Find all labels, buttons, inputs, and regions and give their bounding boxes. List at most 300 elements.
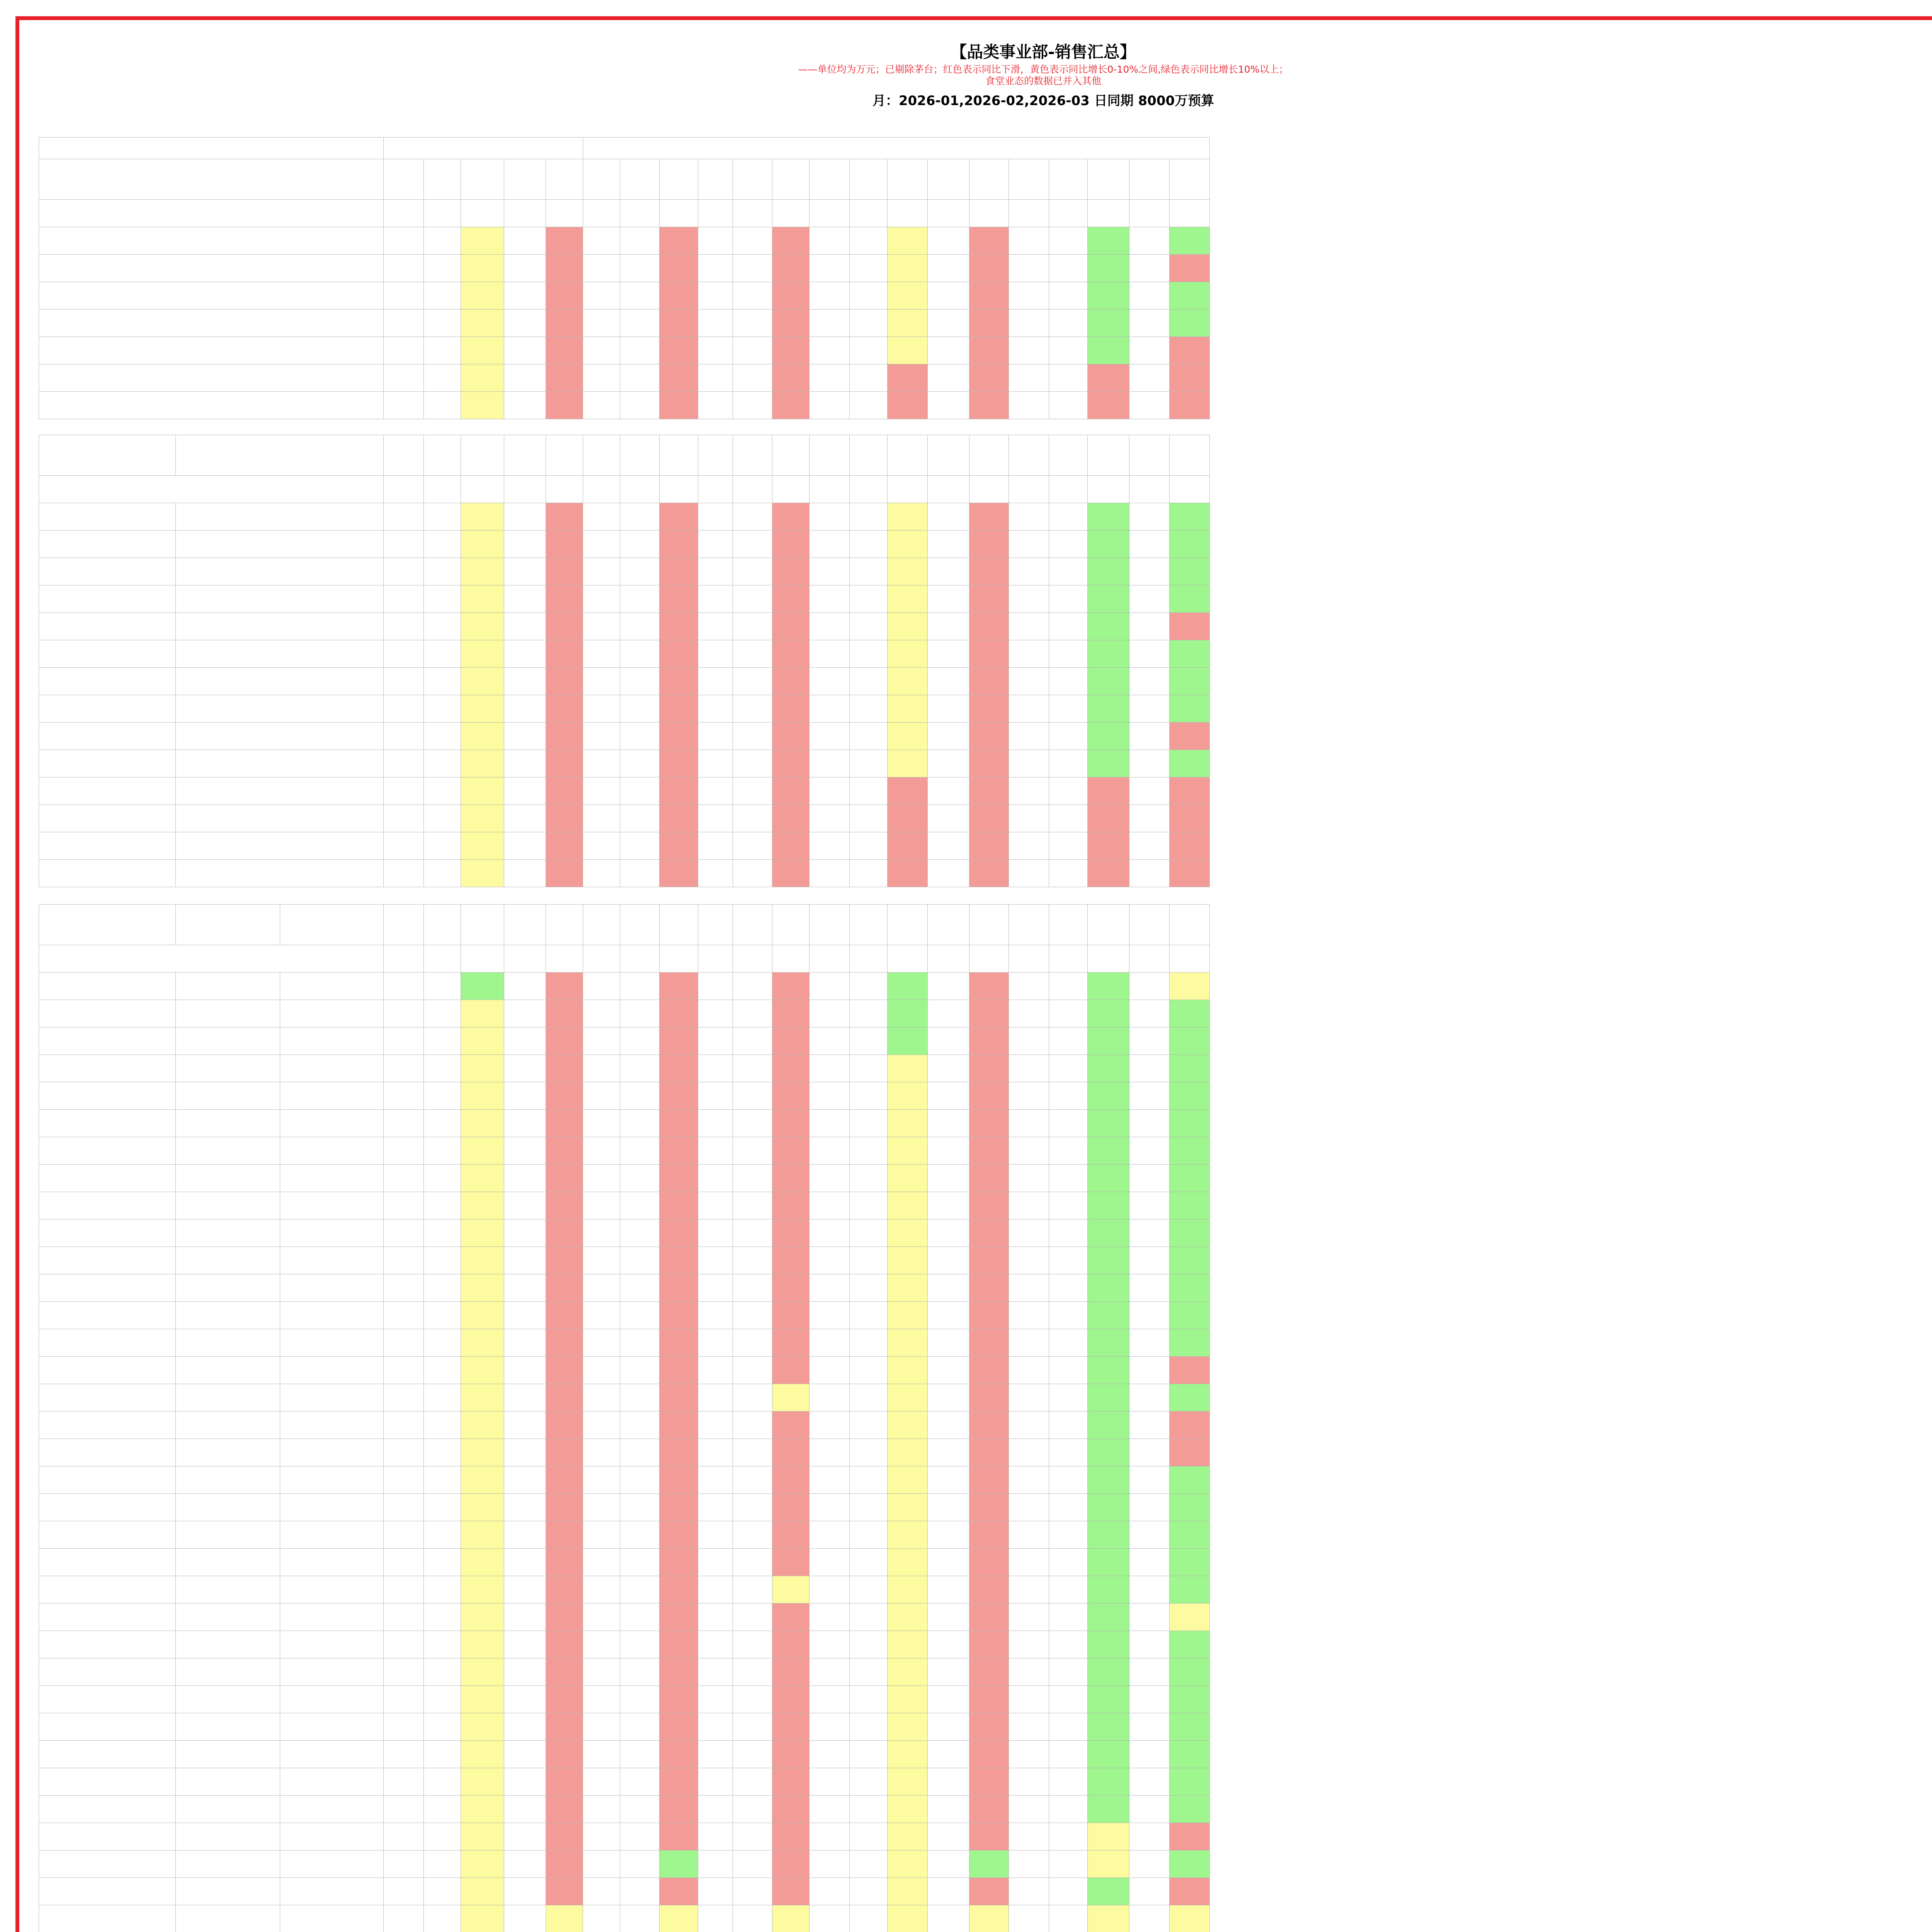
table-cell: [504, 1302, 546, 1329]
table-cell: [1009, 310, 1049, 337]
table-cell: [733, 1110, 772, 1137]
table-cell: [928, 282, 969, 310]
table-cell: [888, 973, 928, 1000]
table-cell: [772, 392, 810, 419]
table-cell: [698, 282, 733, 310]
table-cell: [1049, 531, 1088, 558]
column-header: [424, 159, 461, 200]
table-cell: [888, 337, 928, 364]
table-cell: [620, 1302, 660, 1329]
table-cell: [1129, 723, 1170, 750]
table-row: [39, 1027, 1210, 1055]
table-cell: [1049, 1604, 1088, 1631]
table-cell: [461, 310, 504, 337]
table-cell: [888, 255, 928, 282]
row-dept: [39, 1302, 176, 1329]
table-cell: [1088, 227, 1129, 255]
table-cell: [1049, 1302, 1088, 1329]
table-cell: [1129, 1302, 1170, 1329]
row-director: [176, 585, 384, 613]
table-cell: [969, 668, 1009, 695]
table-cell: [1170, 310, 1210, 337]
table-cell: [733, 1658, 772, 1686]
table-cell: [733, 1192, 772, 1219]
row-dept: [39, 364, 384, 392]
table-cell: [384, 310, 424, 337]
table-cell: [660, 1192, 698, 1219]
table-cell: [1170, 723, 1210, 750]
table-cell: [583, 1027, 620, 1055]
table-cell: [850, 1110, 888, 1137]
table-cell: [546, 1000, 583, 1027]
table-cell: [850, 1823, 888, 1850]
table-row: [39, 1055, 1210, 1082]
table-cell: [1129, 227, 1170, 255]
table-cell: [461, 1741, 504, 1768]
row-dept: [39, 392, 384, 419]
dept-summary-table: [39, 137, 1210, 419]
table-row: [39, 1137, 1210, 1165]
table-cell: [660, 1686, 698, 1713]
table-cell: [772, 1713, 810, 1741]
table-cell: [772, 1274, 810, 1302]
table-cell: [888, 1439, 928, 1466]
column-header: [424, 905, 461, 945]
table-cell: [772, 1658, 810, 1686]
table-cell: [928, 1329, 969, 1357]
table-cell: [928, 1027, 969, 1055]
total-cell: [1049, 945, 1088, 973]
table-cell: [1009, 1082, 1049, 1110]
table-cell: [969, 1631, 1009, 1658]
table-cell: [583, 973, 620, 1000]
row-buyer: [280, 1055, 384, 1082]
table-cell: [850, 1631, 888, 1658]
table-cell: [660, 1439, 698, 1466]
table-cell: [504, 1549, 546, 1576]
table-cell: [546, 337, 583, 364]
table-cell: [583, 337, 620, 364]
column-header: [928, 905, 969, 945]
table-cell: [1049, 310, 1088, 337]
total-cell: [733, 200, 772, 227]
table-cell: [424, 255, 461, 282]
table-cell: [583, 392, 620, 419]
table-cell: [504, 227, 546, 255]
row-dept: [39, 1658, 176, 1686]
table-cell: [772, 613, 810, 640]
table-cell: [928, 1549, 969, 1576]
table-cell: [810, 392, 850, 419]
table-cell: [660, 1219, 698, 1247]
table-cell: [620, 310, 660, 337]
row-director: [176, 1274, 280, 1302]
total-cell: [461, 200, 504, 227]
table-cell: [1009, 1713, 1049, 1741]
total-cell: [888, 476, 928, 503]
table-cell: [1129, 503, 1170, 531]
table-cell: [1170, 613, 1210, 640]
report-note-2: 食堂业态的数据已并入其他: [985, 75, 1101, 87]
table-cell: [1170, 1247, 1210, 1274]
table-cell: [1129, 613, 1170, 640]
table-cell: [698, 337, 733, 364]
table-cell: [928, 640, 969, 668]
table-cell: [1009, 1466, 1049, 1494]
table-cell: [969, 1850, 1009, 1878]
table-cell: [1009, 1521, 1049, 1549]
column-header: [850, 159, 888, 200]
table-cell: [1049, 227, 1088, 255]
table-cell: [620, 1905, 660, 1932]
column-header: [660, 905, 698, 945]
table-cell: [850, 640, 888, 668]
table-cell: [461, 1000, 504, 1027]
table-cell: [546, 1576, 583, 1604]
table-cell: [1009, 1110, 1049, 1137]
table-cell: [504, 805, 546, 832]
row-director: [176, 1357, 280, 1384]
table-cell: [928, 973, 969, 1000]
total-cell: [1129, 476, 1170, 503]
row-dept: [39, 227, 384, 255]
table-cell: [810, 1412, 850, 1439]
table-cell: [850, 1494, 888, 1521]
table-cell: [1088, 1576, 1129, 1604]
table-cell: [461, 1027, 504, 1055]
table-cell: [1170, 531, 1210, 558]
table-cell: [1088, 1357, 1129, 1384]
table-cell: [1129, 1247, 1170, 1274]
table-cell: [888, 1466, 928, 1494]
column-header: [772, 435, 810, 476]
table-row: [39, 1768, 1210, 1796]
table-cell: [733, 1850, 772, 1878]
total-cell: [384, 200, 424, 227]
table-cell: [546, 1658, 583, 1686]
table-cell: [928, 777, 969, 805]
total-cell: [1129, 200, 1170, 227]
total-cell: [583, 945, 620, 973]
table-cell: [1170, 255, 1210, 282]
table-cell: [620, 1576, 660, 1604]
row-director: [176, 1878, 280, 1905]
table-cell: [733, 1549, 772, 1576]
column-header: [888, 159, 928, 200]
table-cell: [1049, 805, 1088, 832]
table-cell: [928, 832, 969, 860]
total-cell: [810, 200, 850, 227]
table-cell: [1049, 1274, 1088, 1302]
column-header: [1088, 159, 1129, 200]
column-header: [1009, 905, 1049, 945]
table-cell: [424, 1905, 461, 1932]
table-cell: [810, 1274, 850, 1302]
table-cell: [504, 1055, 546, 1082]
column-header: [384, 905, 424, 945]
table-cell: [461, 337, 504, 364]
table-cell: [1009, 1768, 1049, 1796]
table-cell: [1088, 1521, 1129, 1549]
row-director: [176, 1796, 280, 1823]
table-cell: [888, 1165, 928, 1192]
table-cell: [546, 860, 583, 887]
table-cell: [772, 1796, 810, 1823]
table-cell: [384, 1027, 424, 1055]
table-cell: [888, 1192, 928, 1219]
table-cell: [384, 1412, 424, 1439]
table-cell: [772, 1878, 810, 1905]
table-cell: [850, 364, 888, 392]
table-cell: [1049, 1521, 1088, 1549]
table-cell: [620, 973, 660, 1000]
table-cell: [1170, 585, 1210, 613]
table-cell: [384, 1549, 424, 1576]
table-cell: [698, 1329, 733, 1357]
table-cell: [698, 750, 733, 777]
table-cell: [546, 805, 583, 832]
table-cell: [969, 1576, 1009, 1604]
column-header: [1049, 905, 1088, 945]
table-cell: [384, 1219, 424, 1247]
table-cell: [583, 1247, 620, 1274]
table-cell: [1049, 1631, 1088, 1658]
table-cell: [888, 1631, 928, 1658]
column-header: [583, 435, 620, 476]
table-cell: [772, 1823, 810, 1850]
row-director: [176, 1219, 280, 1247]
table-cell: [969, 1796, 1009, 1823]
table-cell: [384, 1796, 424, 1823]
row-dept: [39, 255, 384, 282]
row-director: [176, 1713, 280, 1741]
table-row: [39, 1631, 1210, 1658]
table-cell: [698, 585, 733, 613]
table-cell: [733, 640, 772, 668]
table-cell: [698, 1796, 733, 1823]
table-cell: [810, 695, 850, 723]
table-cell: [424, 1631, 461, 1658]
table-cell: [733, 1576, 772, 1604]
table-cell: [850, 392, 888, 419]
table-cell: [1088, 1302, 1129, 1329]
table-cell: [384, 1521, 424, 1549]
table-cell: [660, 1027, 698, 1055]
table-cell: [1129, 1466, 1170, 1494]
table-cell: [698, 723, 733, 750]
table-cell: [384, 613, 424, 640]
row-director: [176, 1768, 280, 1796]
table-cell: [733, 1494, 772, 1521]
table-row: [39, 255, 1210, 282]
table-cell: [888, 1110, 928, 1137]
table-cell: [1170, 1576, 1210, 1604]
table-cell: [620, 1823, 660, 1850]
table-cell: [424, 337, 461, 364]
table-cell: [888, 1082, 928, 1110]
table-cell: [1088, 1466, 1129, 1494]
row-buyer: [280, 1823, 384, 1850]
column-header-director: [176, 435, 384, 476]
table-cell: [546, 1741, 583, 1768]
table-cell: [969, 310, 1009, 337]
total-cell: [504, 476, 546, 503]
table-cell: [504, 1521, 546, 1549]
table-cell: [928, 1604, 969, 1631]
table-cell: [660, 1329, 698, 1357]
table-cell: [1009, 585, 1049, 613]
table-row: [39, 1357, 1210, 1384]
table-cell: [1129, 1768, 1170, 1796]
table-cell: [1170, 1796, 1210, 1823]
table-cell: [461, 255, 504, 282]
table-cell: [504, 1247, 546, 1274]
total-cell: [850, 945, 888, 973]
table-cell: [461, 973, 504, 1000]
table-cell: [504, 832, 546, 860]
total-label: [39, 476, 384, 503]
table-cell: [461, 1466, 504, 1494]
table-cell: [461, 832, 504, 860]
row-dept: [39, 1192, 176, 1219]
total-cell: [660, 476, 698, 503]
table-cell: [660, 1521, 698, 1549]
table-cell: [850, 310, 888, 337]
table-cell: [546, 255, 583, 282]
total-cell: [969, 200, 1009, 227]
table-cell: [424, 503, 461, 531]
table-cell: [384, 1302, 424, 1329]
table-cell: [888, 1604, 928, 1631]
table-row: [39, 1219, 1210, 1247]
table-cell: [1170, 503, 1210, 531]
table-cell: [504, 585, 546, 613]
total-cell: [1170, 945, 1210, 973]
table-cell: [850, 503, 888, 531]
table-cell: [546, 1055, 583, 1082]
table-cell: [660, 1466, 698, 1494]
table-cell: [810, 1796, 850, 1823]
table-cell: [928, 1466, 969, 1494]
table-cell: [620, 1741, 660, 1768]
table-cell: [583, 1137, 620, 1165]
table-cell: [928, 1384, 969, 1412]
table-cell: [1049, 973, 1088, 1000]
table-cell: [424, 1439, 461, 1466]
table-cell: [772, 695, 810, 723]
table-cell: [546, 310, 583, 337]
table-cell: [504, 1439, 546, 1466]
table-cell: [1129, 310, 1170, 337]
table-cell: [969, 860, 1009, 887]
table-cell: [1129, 1741, 1170, 1768]
table-cell: [1088, 1165, 1129, 1192]
row-dept: [39, 1384, 176, 1412]
table-cell: [810, 1082, 850, 1110]
table-cell: [1088, 1247, 1129, 1274]
table-cell: [969, 364, 1009, 392]
table-cell: [1129, 640, 1170, 668]
table-cell: [384, 640, 424, 668]
table-cell: [660, 1604, 698, 1631]
table-row: [39, 832, 1210, 860]
table-cell: [969, 337, 1009, 364]
table-cell: [1088, 1412, 1129, 1439]
row-buyer: [280, 1494, 384, 1521]
table-cell: [583, 1412, 620, 1439]
row-dept: [39, 1466, 176, 1494]
table-cell: [888, 777, 928, 805]
table-cell: [583, 1576, 620, 1604]
column-header: [888, 435, 928, 476]
row-director: [176, 1686, 280, 1713]
table-cell: [1009, 1192, 1049, 1219]
table-row: [39, 1604, 1210, 1631]
column-header: [1088, 905, 1129, 945]
table-cell: [461, 1165, 504, 1192]
table-cell: [1170, 1412, 1210, 1439]
table-cell: [1088, 1384, 1129, 1412]
table-cell: [1088, 282, 1129, 310]
table-cell: [1129, 1686, 1170, 1713]
table-cell: [1009, 558, 1049, 585]
table-cell: [384, 1768, 424, 1796]
table-cell: [1129, 364, 1170, 392]
row-director: [176, 1055, 280, 1082]
table-cell: [1129, 1329, 1170, 1357]
table-cell: [888, 392, 928, 419]
table-cell: [424, 1055, 461, 1082]
row-director: [176, 777, 384, 805]
table-cell: [424, 1521, 461, 1549]
table-cell: [733, 973, 772, 1000]
table-cell: [1049, 777, 1088, 805]
table-cell: [546, 777, 583, 805]
table-row: [39, 1274, 1210, 1302]
table-cell: [1170, 695, 1210, 723]
table-cell: [733, 1027, 772, 1055]
table-row: [39, 1658, 1210, 1686]
table-cell: [660, 1631, 698, 1658]
table-cell: [1049, 1850, 1088, 1878]
table-cell: [810, 1823, 850, 1850]
table-cell: [850, 255, 888, 282]
row-dept: [39, 1576, 176, 1604]
total-cell: [698, 476, 733, 503]
table-cell: [733, 1219, 772, 1247]
table-cell: [1049, 503, 1088, 531]
table-cell: [888, 1219, 928, 1247]
table-cell: [620, 1082, 660, 1110]
row-dept: [39, 1000, 176, 1027]
table-cell: [660, 503, 698, 531]
table-cell: [583, 1192, 620, 1219]
table-cell: [660, 1110, 698, 1137]
table-cell: [660, 1741, 698, 1768]
table-cell: [384, 1713, 424, 1741]
row-buyer: [280, 1878, 384, 1905]
table-cell: [772, 1137, 810, 1165]
table-cell: [1009, 750, 1049, 777]
table-cell: [1088, 640, 1129, 668]
table-cell: [1088, 1631, 1129, 1658]
table-cell: [384, 1494, 424, 1521]
table-cell: [504, 723, 546, 750]
column-header: [504, 905, 546, 945]
table-cell: [1009, 1658, 1049, 1686]
total-cell: [1009, 200, 1049, 227]
table-cell: [733, 1713, 772, 1741]
